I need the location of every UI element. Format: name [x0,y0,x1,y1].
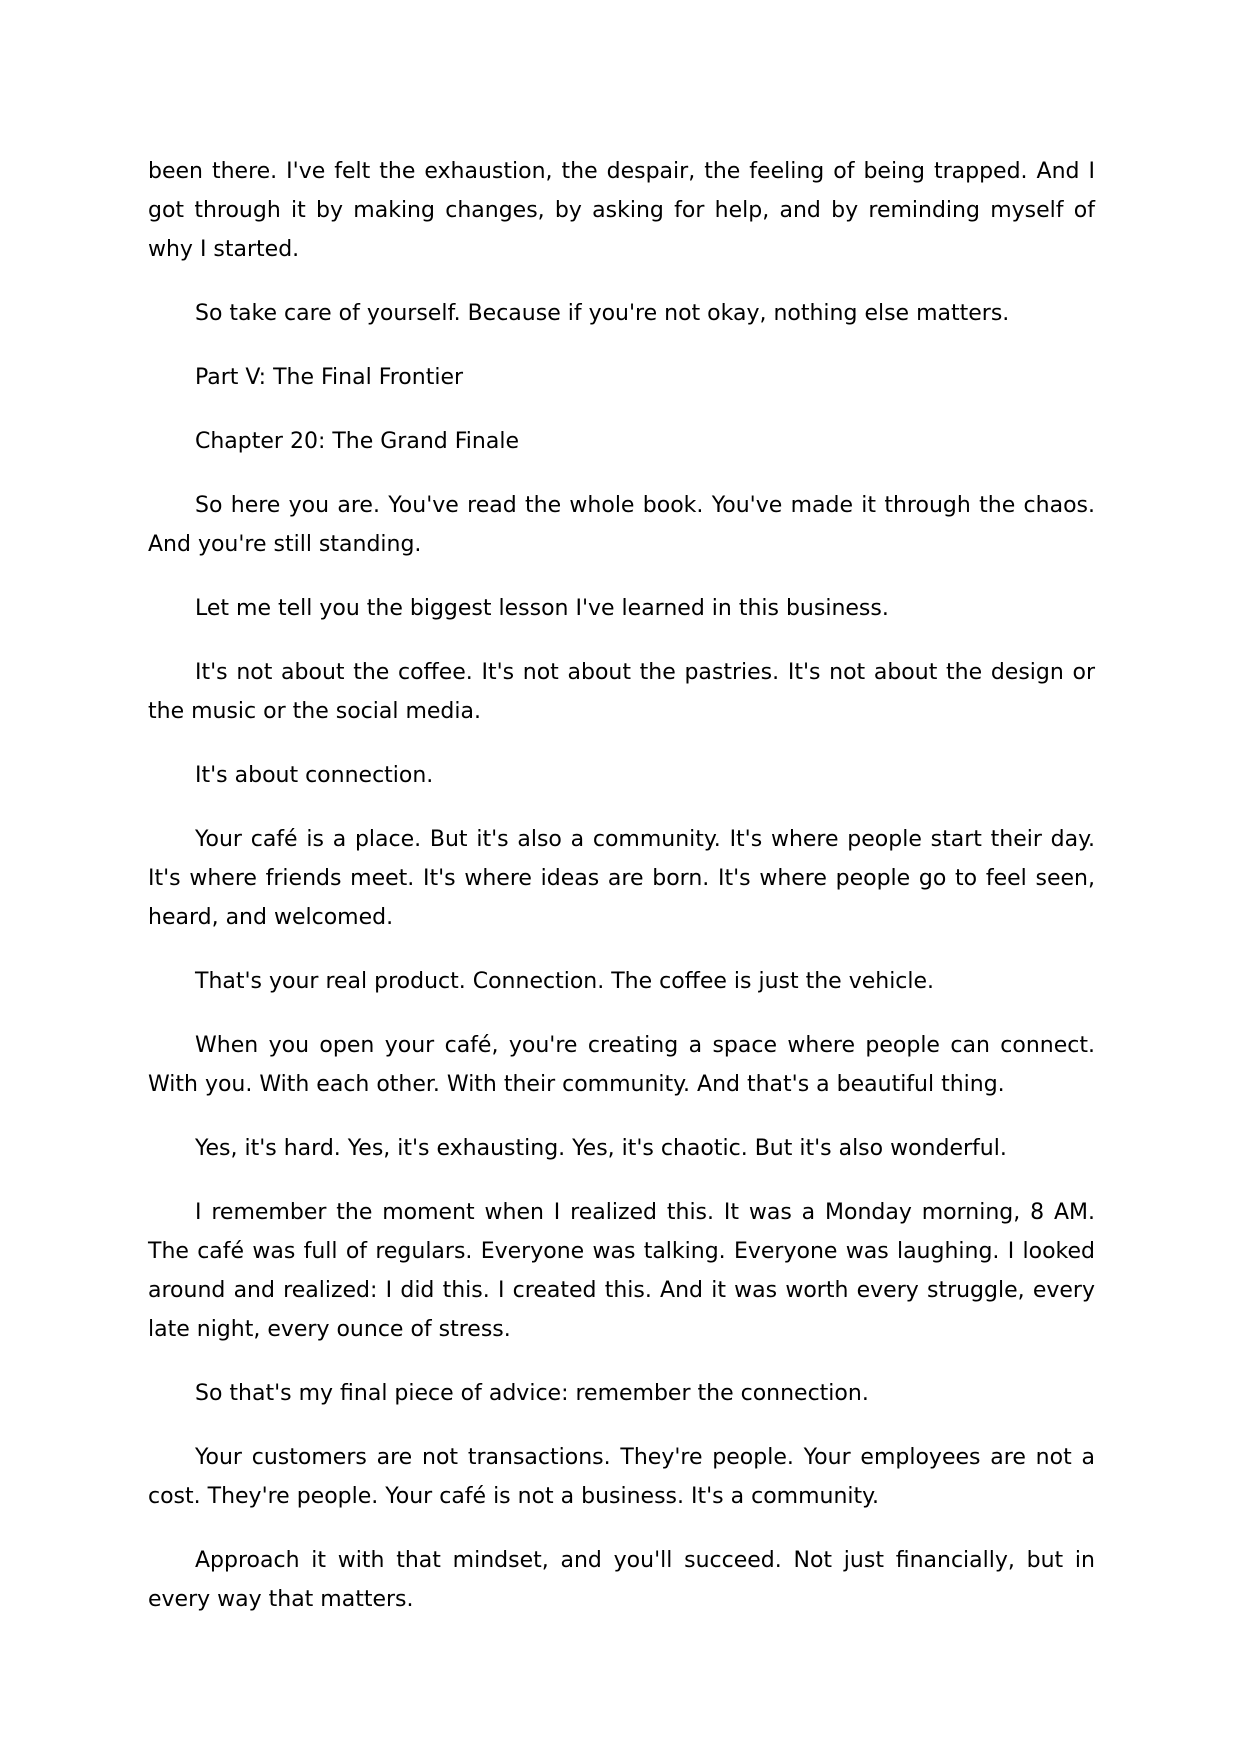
paragraph: So take care of yourself. Because if you're not okay, nothing else matters. [195,301,1010,326]
paragraph: Your café is a place. But it's also a community. It's where people start their day. It's where friends meet. It's where ideas are born. It's where people go to feel seen, heard, and welcomed. [148,827,1095,930]
chapter-heading: Chapter 20: The Grand Finale [195,429,519,454]
paragraph: It's not about the coffee. It's not about the pastries. It's not about the design or the music or the social media. [148,660,1095,724]
paragraph: Approach it with that mindset, and you'll succeed. Not just financially, but in every way that matters. [148,1548,1095,1612]
paragraph: So here you are. You've read the whole book. You've made it through the chaos. And you're still standing. [148,493,1095,557]
paragraph: Your customers are not transactions. They're people. Your employees are not a cost. They're people. Your café is not a business. It's a community. [148,1445,1095,1509]
paragraph: It's about connection. [195,763,434,788]
paragraph: So that's my final piece of advice: remember the connection. [195,1381,869,1406]
body-text [148,152,1095,1644]
paragraph: That's your real product. Connection. The coffee is just the vehicle. [195,969,935,994]
paragraph: When you open your café, you're creating a space where people can connect. With you. With each other. With their community. And that's a beautiful thing. [148,1033,1095,1097]
paragraph: Let me tell you the biggest lesson I've learned in this business. [195,596,889,621]
paragraph-continuation: been there. I've felt the exhaustion, the despair, the feeling of being trapped. And I got through it by making changes, by asking for help, and by reminding myself of why I started. [148,159,1095,262]
paragraph: I remember the moment when I realized this. It was a Monday morning, 8 AM. The café was full of regulars. Everyone was talking. Everyone was laughing. I looked around and realized: I did this. I created this. And it was worth every struggle, every late night, every ounce of stress. [148,1200,1095,1342]
paragraph: Yes, it's hard. Yes, it's exhausting. Yes, it's chaotic. But it's also wonderful. [195,1136,1007,1161]
part-heading: Part V: The Final Frontier [195,365,464,390]
